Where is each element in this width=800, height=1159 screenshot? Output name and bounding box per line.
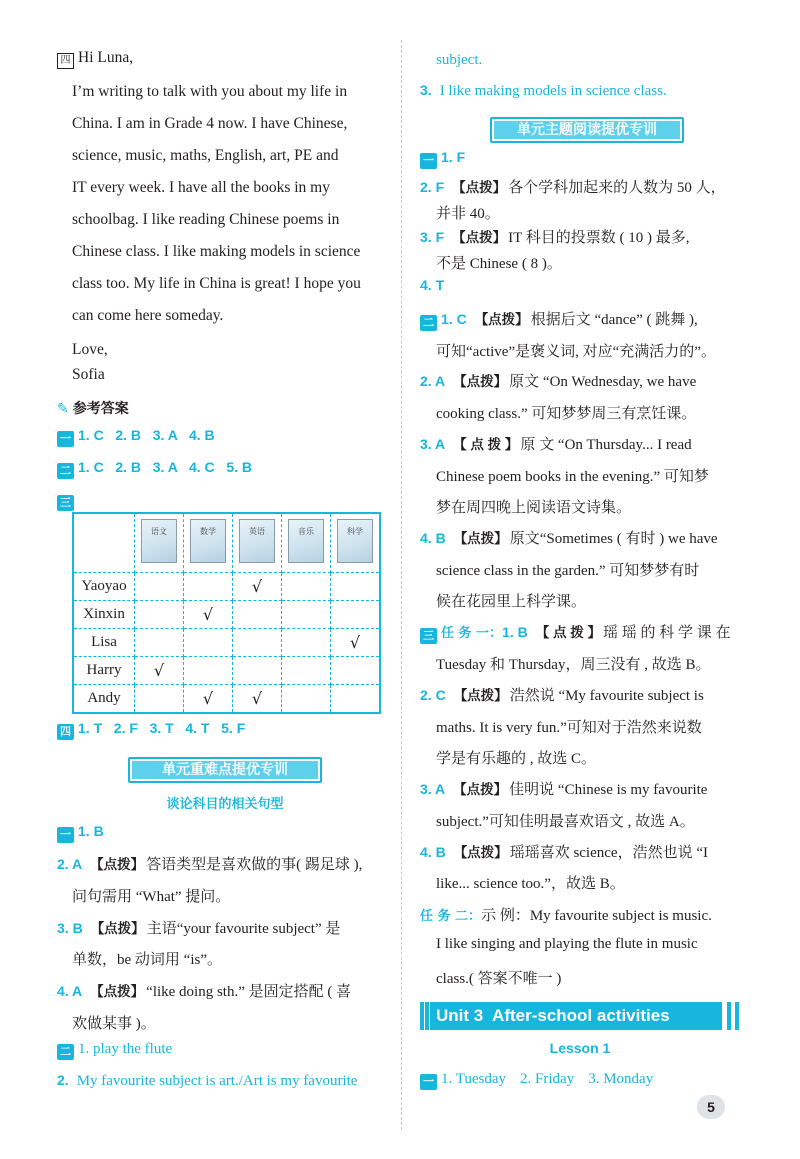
answer-number: 1. C: [441, 311, 467, 327]
check-cell: [184, 657, 233, 685]
check-cell: [282, 685, 331, 714]
tip-label: 【点拨】: [453, 845, 508, 860]
answer-item: [57, 917, 340, 938]
task-text: 示 例：My favourite subject is music.: [481, 908, 712, 924]
check-mark-icon: √: [202, 688, 214, 708]
table-body: [73, 573, 380, 714]
tip-text-cont: Chinese poem books in the evening.” 可知梦: [436, 469, 709, 485]
answer-text-cont: subject.: [436, 52, 483, 68]
subject-table: [72, 512, 381, 714]
check-cell: [233, 685, 282, 714]
section-marker: 一: [420, 153, 437, 169]
check-cell: [135, 601, 184, 629]
answer-number: 1. F: [441, 149, 466, 165]
check-mark-icon: √: [349, 632, 361, 652]
bar-stripe: [735, 1002, 739, 1030]
tip-text-cont: 并非 40。: [436, 206, 500, 222]
tip-text: 佳明说 “Chinese is my favourite: [509, 782, 708, 798]
music-book-icon: [288, 519, 324, 563]
maths-book-icon: [190, 519, 226, 563]
check-mark-icon: √: [202, 604, 214, 624]
answer-item: [57, 823, 104, 843]
book-label: 科学: [347, 526, 363, 536]
tip-text: 原文 “On Wednesday, we have: [509, 374, 697, 390]
check-cell: [135, 573, 184, 601]
book-cell: [135, 513, 184, 573]
section-banner: 单元重难点提优专训: [128, 757, 322, 783]
student-name-cell: Lisa: [73, 629, 135, 657]
answer-number: 1. B: [78, 823, 104, 839]
answer-number: 4. A: [57, 983, 83, 999]
student-name-cell: Yaoyao: [73, 573, 135, 601]
section-marker: 二: [57, 1044, 74, 1060]
unit-title-bar: [420, 1002, 745, 1030]
check-cell: [184, 573, 233, 601]
table-row: [73, 657, 380, 685]
book-cell: [331, 513, 381, 573]
bar-stripe: [425, 1002, 429, 1030]
tip-text-cont: 可知“active”是褒义词, 对应“充满活力的”。: [436, 344, 716, 360]
answer-item: [420, 149, 465, 169]
check-mark-icon: √: [251, 576, 263, 596]
answer-section-three: [57, 491, 78, 511]
letter-line: science, music, maths, English, art, PE and: [72, 147, 339, 164]
letter-line: class too. My life in China is great! I hope you: [72, 275, 361, 292]
answer-number: 2. A: [57, 856, 83, 872]
tip-text-cont: like... science too.”，故选 B。: [436, 876, 625, 892]
column-divider: [401, 40, 402, 1130]
check-cell: [233, 657, 282, 685]
page-number: 5: [697, 1095, 725, 1119]
task-label: 任 务 一：: [441, 626, 503, 641]
answer-number: 4. B: [420, 844, 446, 860]
check-cell: [135, 629, 184, 657]
bar-stripe: [727, 1002, 731, 1030]
letter-line: schoolbag. I like reading Chinese poems in: [72, 211, 340, 228]
check-cell: [331, 629, 381, 657]
answer-text: 1. Tuesday: [441, 1071, 507, 1087]
lesson-title: Lesson 1: [549, 1040, 611, 1056]
tip-text-cont: subject.”可知佳明最喜欢语文 , 故选 A。: [436, 814, 695, 830]
answer-number: 3.: [420, 82, 432, 98]
section-marker: 二: [57, 463, 74, 479]
answer-text: 3. Monday: [588, 1071, 654, 1087]
check-cell: [233, 601, 282, 629]
answer-item: [420, 277, 444, 295]
answer-section-one: [57, 427, 215, 447]
answer-item: [57, 1041, 172, 1060]
section-marker: 一: [420, 1074, 437, 1090]
answer-item: [420, 621, 731, 644]
answer-section-two: [57, 459, 252, 479]
lesson-answers: [420, 1071, 653, 1090]
table-row: [73, 601, 380, 629]
tip-label: 【点拨】: [90, 984, 145, 999]
answer-item: [420, 778, 707, 799]
tip-label: 【点拨】: [453, 374, 508, 389]
tip-label: 【点拨】: [453, 688, 508, 703]
answer-text: 1. play the flute: [78, 1041, 173, 1057]
answers-heading: [57, 398, 129, 418]
tip-text-cont: 单数，be 动词用 “is”。: [72, 952, 222, 968]
check-cell: [184, 685, 233, 714]
answer-number: 1. B: [502, 624, 528, 640]
answer-item: [420, 433, 692, 454]
answer-item: [420, 176, 726, 197]
tip-text: 瑶瑶喜欢 science，浩然也说 “I: [509, 845, 708, 861]
table-header-row: [73, 513, 380, 573]
tip-label: 【点拨】: [452, 180, 507, 195]
tip-text: 各个学科加起来的人数为 50 人，: [508, 180, 726, 196]
section-marker: 三: [420, 628, 437, 644]
answer-item: [57, 1072, 357, 1090]
answer-number: 2. C: [420, 687, 446, 703]
tip-text-cont: 不是 Chinese ( 8 )。: [436, 256, 562, 272]
check-cell: [233, 573, 282, 601]
tip-text: “like doing sth.” 是固定搭配 ( 喜: [146, 984, 352, 1000]
tip-text: 原文“Sometimes ( 有时 ) we have: [509, 531, 718, 547]
tip-text: 主语“your favourite subject” 是: [146, 921, 341, 937]
tip-text: 瑶 瑶 的 科 学 课 在: [603, 625, 731, 641]
book-label: 语文: [151, 526, 167, 536]
answer-number: 3. A: [420, 436, 446, 452]
check-mark-icon: √: [251, 688, 263, 708]
answer-text: My favourite subject is art./Art is my favourite: [76, 1073, 358, 1089]
answer-item: [420, 841, 708, 862]
check-cell: [233, 629, 282, 657]
answer-number: 4. B: [420, 530, 446, 546]
tip-label: 【 点 拨 】: [453, 437, 519, 452]
answer-list: 1. C 2. B 3. A 4. C 5. B: [78, 459, 253, 475]
tip-text: 浩然说 “My favourite subject is: [509, 688, 704, 704]
book-label: 英语: [249, 526, 265, 536]
letter-greeting: Hi Luna,: [78, 49, 134, 66]
check-cell: [282, 629, 331, 657]
tip-text-cont: 候在花园里上科学课。: [436, 594, 587, 610]
tip-text: 根据后文 “dance” ( 跳舞 ),: [530, 312, 698, 328]
paperclip-icon: ✎: [57, 401, 69, 417]
section-marker: 四: [57, 724, 74, 740]
tip-label: 【点拨】: [453, 782, 508, 797]
section-marker: 一: [57, 827, 74, 843]
answer-item: [420, 82, 667, 100]
tip-text-cont: Tuesday 和 Thursday，周三没有 , 故选 B。: [436, 657, 711, 673]
english-book-icon: [239, 519, 275, 563]
check-cell: [282, 573, 331, 601]
book-cell: [282, 513, 331, 573]
unit-title: Unit 3 After-school activities: [430, 1002, 722, 1030]
table-corner: [73, 513, 135, 573]
tip-label: 【点拨】: [452, 230, 507, 245]
tip-label: 【点拨】: [453, 531, 508, 546]
letter-line: Chinese class. I like making models in science: [72, 243, 361, 260]
tip-label: 【 点 拨 】: [535, 625, 602, 640]
task-label: 任 务 二：: [420, 909, 482, 924]
answer-number: 2.: [57, 1072, 69, 1088]
tip-text-cont: 学是有乐趣的 , 故选 C。: [436, 751, 597, 767]
task-two: [420, 904, 712, 925]
answer-number: 2. A: [420, 373, 446, 389]
table-row: [73, 685, 380, 714]
section-marker: 二: [420, 315, 437, 331]
letter-closing: Love,: [72, 341, 108, 358]
check-cell: [331, 601, 381, 629]
tip-text: 原 文 “On Thursday... I read: [520, 437, 692, 453]
answer-number: 2. F: [420, 179, 445, 195]
check-cell: [184, 601, 233, 629]
tip-text-cont: maths. It is very fun.”可知对于浩然来说数: [436, 720, 702, 736]
book-label: 数学: [200, 526, 216, 536]
check-cell: [135, 657, 184, 685]
answer-item: [57, 853, 362, 874]
check-cell: [135, 685, 184, 714]
check-cell: [282, 657, 331, 685]
table-row: [73, 573, 380, 601]
tip-label: 【点拨】: [90, 921, 145, 936]
answer-item: [420, 370, 696, 391]
chinese-book-icon: [141, 519, 177, 563]
check-cell: [331, 657, 381, 685]
answer-number: 4. T: [420, 277, 445, 293]
answer-list: 1. T 2. F 3. T 4. T 5. F: [78, 720, 246, 736]
answer-item: [57, 980, 351, 1001]
answer-item: [420, 527, 718, 548]
task-text-cont: I like singing and playing the flute in music: [436, 936, 698, 952]
check-cell: [331, 573, 381, 601]
letter-signature: Sofia: [72, 366, 105, 383]
answer-list: 1. C 2. B 3. A 4. B: [78, 427, 215, 443]
book-cell: [184, 513, 233, 573]
section-banner: 单元主题阅读提优专训: [490, 117, 684, 143]
section-subhead: 谈论科目的相关句型: [166, 797, 284, 812]
letter-line: can come here someday.: [72, 307, 224, 324]
tip-text-cont: science class in the garden.” 可知梦梦有时: [436, 563, 700, 579]
book-label: 音乐: [298, 526, 314, 536]
tip-text-cont: 问句需用 “What” 提问。: [72, 889, 231, 905]
answer-number: 3. B: [57, 920, 83, 936]
student-name-cell: Harry: [73, 657, 135, 685]
answer-item: [420, 684, 704, 705]
table-row: [73, 629, 380, 657]
section-marker: 一: [57, 431, 74, 447]
answers-heading-text: 参考答案: [72, 401, 129, 417]
bar-stripe: [420, 1002, 424, 1030]
tip-text: 答语类型是喜欢做的事( 踢足球 ),: [146, 857, 363, 873]
task-text-cont: class.( 答案不唯一 ): [436, 971, 562, 987]
tip-text-cont: 欢做某事 )。: [72, 1016, 156, 1032]
answer-number: 3. F: [420, 229, 445, 245]
letter-line: China. I am in Grade 4 now. I have Chinese,: [72, 115, 348, 132]
tip-label: 【点拨】: [474, 312, 529, 327]
tip-text-cont: cooking class.” 可知梦梦周三有烹饪课。: [436, 406, 697, 422]
answer-text: I like making models in science class.: [439, 83, 667, 99]
student-name-cell: Andy: [73, 685, 135, 714]
tip-text-cont: 梦在周四晚上阅读语文诗集。: [436, 500, 632, 516]
book-cell: [233, 513, 282, 573]
letter-line: IT every week. I have all the books in my: [72, 179, 330, 196]
check-cell: [282, 601, 331, 629]
check-cell: [184, 629, 233, 657]
letter-greeting-line: [57, 49, 133, 69]
student-name-cell: Xinxin: [73, 601, 135, 629]
answer-text: 2. Friday: [520, 1071, 575, 1087]
answer-section-four: [57, 720, 245, 740]
section-marker-four: 四: [57, 53, 74, 69]
check-mark-icon: √: [153, 660, 165, 680]
answer-item: [420, 226, 690, 247]
answer-number: 3. A: [420, 781, 446, 797]
check-cell: [331, 685, 381, 714]
tip-label: 【点拨】: [90, 857, 145, 872]
answer-item: [420, 308, 698, 331]
section-marker: 三: [57, 495, 74, 511]
science-book-icon: [337, 519, 373, 563]
tip-text: IT 科目的投票数 ( 10 ) 最多,: [508, 230, 690, 246]
letter-line: I’m writing to talk with you about my life in: [72, 83, 348, 100]
